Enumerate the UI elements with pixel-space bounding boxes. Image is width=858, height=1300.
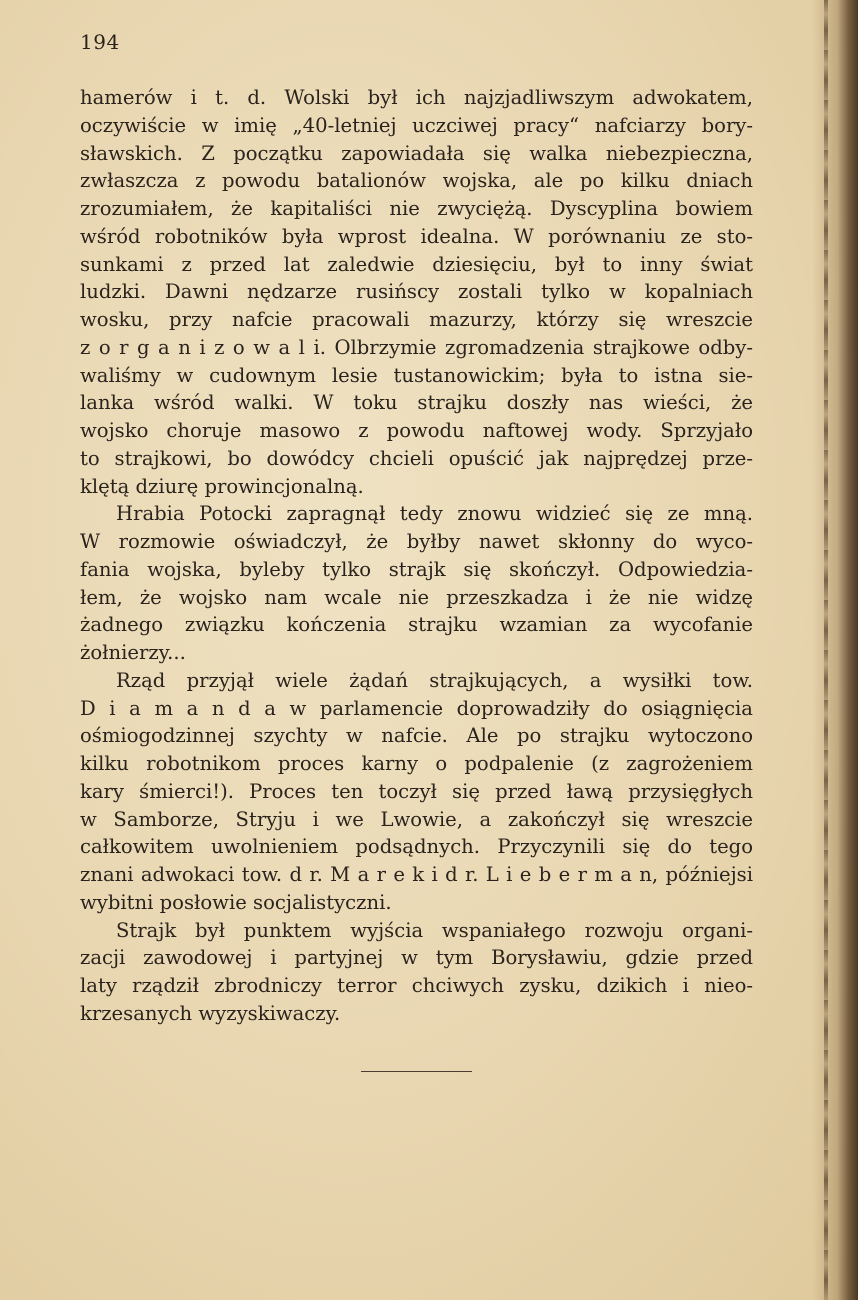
text-line: laty rządził zbrodniczy terror chciwych zysku, dzikich i nieo-	[80, 974, 753, 997]
text-line: łem, że wojsko nam wcale nie przeszkadza i że nie widzę	[80, 585, 753, 609]
text-line: krzesanych wyzyskiwaczy.	[80, 1001, 341, 1025]
text-line: wybitni posłowie socjalistyczni.	[80, 890, 392, 914]
text-line: klętą dziurę prowincjonalną.	[80, 474, 364, 498]
text-line: znani adwokaci tow. d r. M a r e k i d r. L i e b e r m a n, późniejsi	[80, 863, 753, 886]
text-line: ośmiogodzinnej szychty w nafcie. Ale po strajku wytoczono	[80, 724, 753, 748]
text-line: zrozumiałem, że kapitaliści nie zwyciężą. Dyscyplina bowiem	[80, 197, 753, 220]
text-line: wosku, przy nafcie pracowali mazurzy, którzy się wreszcie	[80, 308, 753, 331]
text-line: kilku robotnikom proces karny o podpalenie (z zagrożeniem	[80, 752, 753, 775]
book-binding-edge	[824, 0, 828, 1300]
text-line: sunkami z przed lat zaledwie dziesięciu, był to inny świat	[80, 252, 753, 276]
text-line: kary śmierci!). Proces ten toczył się przed ławą przysięgłych	[80, 779, 753, 803]
page-number: 194	[80, 30, 120, 54]
text-line: hamerów i t. d. Wolski był ich najzjadliwszym adwokatem,	[80, 86, 753, 109]
text-line: sławskich. Z początku zapowiadała się walka niebezpieczna,	[80, 141, 753, 165]
paragraph	[80, 84, 753, 500]
paragraph	[80, 667, 753, 917]
text-line: D i a m a n d a w parlamencie doprowadziły do osiągnięcia	[80, 696, 753, 720]
body-text	[80, 84, 753, 1028]
text-line: oczywiście w imię „40-letniej uczciwej pracy“ nafciarzy bory-	[80, 113, 753, 137]
text-line: Strajk był punktem wyjścia wspaniałego rozwoju organi-	[116, 918, 753, 942]
text-line: W rozmowie oświadczył, że byłby nawet skłonny do wyco-	[80, 530, 753, 553]
section-divider	[361, 1071, 472, 1072]
text-line: zwłaszcza z powodu batalionów wojska, ale po kilku dniach	[80, 169, 753, 193]
text-line: całkowitem uwolnieniem podsądnych. Przyczynili się do tego	[80, 835, 753, 859]
text-line: żołnierzy...	[80, 641, 186, 664]
text-line: to strajkowi, bo dowódcy chcieli opuścić jak najprędzej prze-	[80, 446, 753, 470]
text-line: z o r g a n i z o w a l i. Olbrzymie zgromadzenia strajkowe odby-	[80, 335, 753, 359]
text-line: wśród robotników była wprost idealna. W porównaniu ze sto-	[80, 224, 753, 248]
paragraph	[80, 917, 753, 1028]
text-line: żadnego związku kończenia strajku wzamian za wycofanie	[80, 613, 753, 637]
text-line: zacji zawodowej i partyjnej w tym Borysławiu, gdzie przed	[80, 946, 753, 970]
text-line: Rząd przyjął wiele żądań strajkujących, a wysiłki tow.	[116, 668, 753, 692]
text-line: lanka wśród walki. W toku strajku doszły nas wieści, że	[80, 391, 753, 415]
text-line: waliśmy w cudownym lesie tustanowickim; była to istna sie-	[80, 363, 753, 387]
paragraph	[80, 500, 753, 667]
text-line: ludzki. Dawni nędzarze rusińscy zostali tylko w kopalniach	[80, 280, 753, 304]
text-line: wojsko choruje masowo z powodu naftowej wody. Sprzyjało	[80, 419, 753, 442]
text-line: Hrabia Potocki zapragnął tedy znowu widzieć się ze mną.	[116, 502, 753, 526]
text-line: w Samborze, Stryju i we Lwowie, a zakończył się wreszcie	[80, 807, 753, 831]
book-spine-shadow	[812, 0, 858, 1300]
text-line: fania wojska, byleby tylko strajk się skończył. Odpowiedzia-	[80, 557, 753, 581]
